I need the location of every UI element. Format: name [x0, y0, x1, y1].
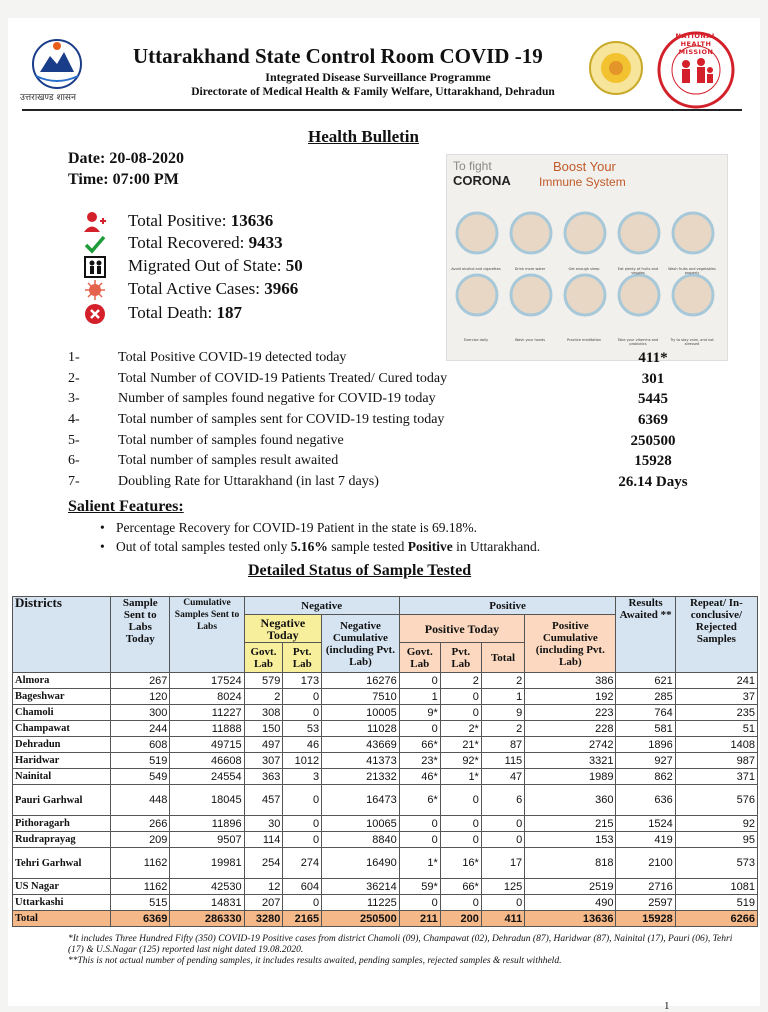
table-cell: 235 — [675, 705, 757, 721]
table-cell: 457 — [244, 785, 283, 816]
total-cell: 286330 — [170, 911, 244, 927]
col-repeat: Repeat/ In-conclusive/ Rejected Samples — [675, 597, 757, 673]
table-cell: 0 — [283, 689, 322, 705]
cross-circle-icon — [83, 303, 107, 325]
table-cell: 300 — [111, 705, 170, 721]
col-sent-today: Sample Sent to Labs Today — [111, 597, 170, 673]
district-cell: Tehri Garhwal — [13, 848, 111, 879]
table-cell: 7510 — [322, 689, 400, 705]
table-cell: 53 — [283, 721, 322, 737]
district-cell: Almora — [13, 673, 111, 689]
poster-line2: CORONA — [453, 173, 511, 188]
table-cell: 1989 — [525, 769, 616, 785]
col-pos-total: Total — [481, 643, 524, 673]
poster-line3: Boost Your — [553, 159, 616, 174]
col-pos-cum: Positive Cumulative (including Pvt. Lab) — [525, 615, 616, 673]
total-recovered: Total Recovered: 9433 — [128, 233, 283, 252]
table-cell: 19981 — [170, 848, 244, 879]
sun-emblem-icon — [588, 40, 644, 96]
directorate-line: Directorate of Medical Health & Family Welfare, Uttarakhand, Dehradun — [191, 86, 555, 98]
table-cell: 0 — [440, 689, 481, 705]
table-cell: 6 — [481, 785, 524, 816]
table-cell: 51 — [675, 721, 757, 737]
nhm-logo-text: NATIONAL HEALTH MISSION — [675, 32, 717, 56]
col-neg-today: Negative Today — [244, 615, 322, 643]
table-cell: 0 — [440, 895, 481, 911]
district-cell: Champawat — [13, 721, 111, 737]
table-row — [13, 737, 758, 753]
table-cell: 24554 — [170, 769, 244, 785]
virus-icon — [83, 279, 107, 301]
table-cell: 23* — [399, 753, 440, 769]
table-cell: 0 — [399, 816, 440, 832]
table-row — [13, 879, 758, 895]
table-cell: 241 — [675, 673, 757, 689]
table-row — [13, 785, 758, 816]
table-cell: 0 — [481, 832, 524, 848]
table-cell: 448 — [111, 785, 170, 816]
bulletin-time: Time: 07:00 PM — [68, 171, 179, 188]
table-cell: 862 — [616, 769, 675, 785]
table-cell: 1 — [481, 689, 524, 705]
table-cell: 9507 — [170, 832, 244, 848]
table-cell: 2597 — [616, 895, 675, 911]
total-cell: 211 — [399, 911, 440, 927]
total-cell: 3280 — [244, 911, 283, 927]
list-item: 5- Total number of samples found negative 250500 — [68, 433, 676, 449]
list-item: 2- Total Number of COVID-19 Patients Treated/ Cured today 301 — [68, 371, 665, 387]
table-cell: 581 — [616, 721, 675, 737]
district-cell: Haridwar — [13, 753, 111, 769]
table-cell: 254 — [244, 848, 283, 879]
table-cell: 2742 — [525, 737, 616, 753]
table-cell: 2 — [481, 673, 524, 689]
table-cell: 207 — [244, 895, 283, 911]
table-cell: 1162 — [111, 848, 170, 879]
bulletin-date: Date: 20-08-2020 — [68, 150, 184, 167]
table-cell: 10005 — [322, 705, 400, 721]
table-cell: 9* — [399, 705, 440, 721]
table-cell: 21332 — [322, 769, 400, 785]
table-cell: 2716 — [616, 879, 675, 895]
page-title: Uttarakhand State Control Room COVID -19 — [133, 44, 543, 68]
table-cell: 244 — [111, 721, 170, 737]
table-cell: 59* — [399, 879, 440, 895]
poster-captions-row1: Avoid alcohol and cigarettes Drink more water Get enough sleep Eat plenty of fruits and veggies Wash fruits and vegetables properly — [451, 267, 716, 275]
table-cell: 49715 — [170, 737, 244, 753]
table-cell: 0 — [481, 816, 524, 832]
total-cell: 411 — [481, 911, 524, 927]
total-cell: 15928 — [616, 911, 675, 927]
table-cell: 11896 — [170, 816, 244, 832]
table-cell: 0 — [440, 785, 481, 816]
table-cell: 114 — [244, 832, 283, 848]
col-neg-govt: Govt. Lab — [244, 643, 283, 673]
total-positive: Total Positive: 13636 — [128, 211, 274, 230]
table-row — [13, 721, 758, 737]
table-cell: 0 — [283, 832, 322, 848]
table-row — [13, 705, 758, 721]
table-title: Detailed Status of Sample Tested — [248, 562, 472, 579]
table-cell: 8840 — [322, 832, 400, 848]
table-cell: 927 — [616, 753, 675, 769]
table-cell: 18045 — [170, 785, 244, 816]
immunity-poster — [446, 154, 728, 361]
salient-bullet-2: • Out of total samples tested only 5.16% sample tested Positive in Uttarakhand. — [116, 539, 540, 555]
table-cell: 1162 — [111, 879, 170, 895]
table-cell: 9 — [481, 705, 524, 721]
col-cumulative: Cumulative Samples Sent to Labs — [170, 597, 244, 673]
table-cell: 2100 — [616, 848, 675, 879]
table-cell: 519 — [111, 753, 170, 769]
table-cell: 285 — [616, 689, 675, 705]
table-cell: 0 — [283, 816, 322, 832]
poster-line4: Immune System — [539, 175, 626, 189]
district-cell: Chamoli — [13, 705, 111, 721]
table-cell: 0 — [440, 816, 481, 832]
table-cell: 1896 — [616, 737, 675, 753]
table-cell: 0 — [283, 705, 322, 721]
header-divider — [22, 109, 742, 111]
list-item: 3- Number of samples found negative for COVID-19 today 5445 — [68, 391, 668, 407]
table-cell: 515 — [111, 895, 170, 911]
table-cell: 1* — [399, 848, 440, 879]
table-cell: 267 — [111, 673, 170, 689]
table-cell: 36214 — [322, 879, 400, 895]
check-icon — [83, 233, 107, 255]
migration-icon — [83, 256, 107, 278]
district-cell: Rudraprayag — [13, 832, 111, 848]
table-cell: 21* — [440, 737, 481, 753]
table-cell: 419 — [616, 832, 675, 848]
footnote-1: *It includes Three Hundred Fifty (350) COVID-19 Positive cases from district Chamoli (09), Champawat (02), Dehradun (87), Haridwar (87), Nainital (17), Pauri (06), Tehri (17) & U.S.Nagar (125) reported last night dated 19.08.2020. — [68, 934, 733, 955]
table-cell: 66* — [399, 737, 440, 753]
table-cell: 266 — [111, 816, 170, 832]
salient-title: Salient Features: — [68, 498, 184, 515]
bulletin-page — [8, 18, 760, 1012]
table-cell: 1 — [399, 689, 440, 705]
table-cell: 209 — [111, 832, 170, 848]
table-cell: 987 — [675, 753, 757, 769]
table-cell: 371 — [675, 769, 757, 785]
table-cell: 818 — [525, 848, 616, 879]
table-cell: 17 — [481, 848, 524, 879]
district-cell: Nainital — [13, 769, 111, 785]
col-neg-cum: Negative Cumulative (including Pvt. Lab) — [322, 615, 400, 673]
table-cell: 173 — [283, 673, 322, 689]
table-cell: 3321 — [525, 753, 616, 769]
table-cell: 549 — [111, 769, 170, 785]
district-cell: US Nagar — [13, 879, 111, 895]
total-label-cell: Total — [13, 911, 111, 927]
col-positive: Positive — [399, 597, 616, 615]
table-cell: 2 — [440, 673, 481, 689]
total-death: Total Death: 187 — [128, 303, 243, 322]
table-cell: 17524 — [170, 673, 244, 689]
table-cell: 3 — [283, 769, 322, 785]
table-cell: 11888 — [170, 721, 244, 737]
table-cell: 41373 — [322, 753, 400, 769]
table-row — [13, 769, 758, 785]
table-row — [13, 832, 758, 848]
table-cell: 16490 — [322, 848, 400, 879]
table-cell: 0 — [283, 785, 322, 816]
total-cell: 6266 — [675, 911, 757, 927]
list-item: 6- Total number of samples result awaited 15928 — [68, 453, 672, 469]
table-cell: 363 — [244, 769, 283, 785]
table-cell: 92 — [675, 816, 757, 832]
table-cell: 6* — [399, 785, 440, 816]
table-cell: 153 — [525, 832, 616, 848]
table-cell: 0 — [440, 705, 481, 721]
table-cell: 87 — [481, 737, 524, 753]
gov-logo-text: उत्तराखण्ड शासन — [20, 93, 77, 103]
footnote-2: **This is not actual number of pending samples, it includes results awaited, pending samples, rejected samples & result withheld. — [68, 956, 562, 966]
table-cell: 223 — [525, 705, 616, 721]
total-cell: 200 — [440, 911, 481, 927]
table-cell: 16* — [440, 848, 481, 879]
table-cell: 1012 — [283, 753, 322, 769]
poster-line1: To fight — [453, 159, 492, 173]
table-cell: 0 — [399, 895, 440, 911]
table-cell: 46608 — [170, 753, 244, 769]
table-cell: 0 — [440, 832, 481, 848]
col-pos-pvt: Pvt. Lab — [440, 643, 481, 673]
col-pos-govt: Govt. Lab — [399, 643, 440, 673]
col-pos-today: Positive Today — [399, 615, 524, 643]
table-cell: 8024 — [170, 689, 244, 705]
table-row — [13, 689, 758, 705]
table-cell: 192 — [525, 689, 616, 705]
total-cell: 250500 — [322, 911, 400, 927]
table-cell: 0 — [283, 895, 322, 911]
table-cell: 308 — [244, 705, 283, 721]
table-cell: 1081 — [675, 879, 757, 895]
salient-bullet-1: • Percentage Recovery for COVID-19 Patient in the state is 69.18%. — [116, 520, 477, 536]
table-row — [13, 895, 758, 911]
total-active: Total Active Cases: 3966 — [128, 279, 299, 298]
list-item: 1- Total Positive COVID-19 detected today 411* — [68, 350, 668, 366]
district-cell: Dehradun — [13, 737, 111, 753]
table-cell: 125 — [481, 879, 524, 895]
poster-captions-row2: Exercise daily Wash your hands Practice meditation Take your vitamins and probiotics Try to stay calm, and not stressed — [463, 338, 714, 346]
table-cell: 2* — [440, 721, 481, 737]
table-cell: 1408 — [675, 737, 757, 753]
table-row — [13, 753, 758, 769]
table-cell: 1* — [440, 769, 481, 785]
col-districts: Districts — [13, 597, 111, 673]
list-item: 7- Doubling Rate for Uttarakhand (in last 7 days) 26.14 Days — [68, 474, 688, 490]
table-cell: 120 — [111, 689, 170, 705]
table-body — [13, 673, 758, 927]
table-cell: 274 — [283, 848, 322, 879]
table-cell: 764 — [616, 705, 675, 721]
table-cell: 519 — [675, 895, 757, 911]
table-cell: 608 — [111, 737, 170, 753]
table-cell: 360 — [525, 785, 616, 816]
table-cell: 92* — [440, 753, 481, 769]
table-cell: 0 — [481, 895, 524, 911]
table-cell: 66* — [440, 879, 481, 895]
district-cell: Pithoragarh — [13, 816, 111, 832]
table-cell: 621 — [616, 673, 675, 689]
table-cell: 46 — [283, 737, 322, 753]
table-cell: 95 — [675, 832, 757, 848]
person-add-icon — [83, 211, 107, 233]
total-cell: 2165 — [283, 911, 322, 927]
table-row — [13, 673, 758, 689]
table-cell: 0 — [399, 832, 440, 848]
list-item: 4- Total number of samples sent for COVID-19 testing today 6369 — [68, 412, 668, 428]
table-cell: 150 — [244, 721, 283, 737]
table-cell: 573 — [675, 848, 757, 879]
table-cell: 16276 — [322, 673, 400, 689]
table-cell: 42530 — [170, 879, 244, 895]
table-cell: 46* — [399, 769, 440, 785]
nhm-logo — [656, 30, 736, 110]
total-row — [13, 911, 758, 927]
table-cell: 0 — [399, 673, 440, 689]
table-cell: 30 — [244, 816, 283, 832]
table-cell: 37 — [675, 689, 757, 705]
table-cell: 579 — [244, 673, 283, 689]
programme-subtitle: Integrated Disease Surveillance Programme — [265, 70, 491, 84]
table-cell: 11227 — [170, 705, 244, 721]
district-cell: Bageshwar — [13, 689, 111, 705]
total-cell: 13636 — [525, 911, 616, 927]
table-cell: 576 — [675, 785, 757, 816]
table-cell: 215 — [525, 816, 616, 832]
table-cell: 636 — [616, 785, 675, 816]
col-negative: Negative — [244, 597, 399, 615]
page-number: 1 — [664, 1000, 670, 1012]
table-cell: 0 — [399, 721, 440, 737]
district-cell: Pauri Garhwal — [13, 785, 111, 816]
col-awaited: Results Awaited ** — [616, 597, 675, 673]
table-cell: 490 — [525, 895, 616, 911]
bulletin-title: Health Bulletin — [308, 127, 419, 146]
col-neg-pvt: Pvt. Lab — [283, 643, 322, 673]
table-cell: 11028 — [322, 721, 400, 737]
total-cell: 6369 — [111, 911, 170, 927]
table-cell: 228 — [525, 721, 616, 737]
district-cell: Uttarkashi — [13, 895, 111, 911]
table-cell: 16473 — [322, 785, 400, 816]
table-cell: 604 — [283, 879, 322, 895]
table-cell: 14831 — [170, 895, 244, 911]
table-cell: 47 — [481, 769, 524, 785]
table-cell: 2 — [244, 689, 283, 705]
table-cell: 10065 — [322, 816, 400, 832]
table-cell: 12 — [244, 879, 283, 895]
table-cell: 43669 — [322, 737, 400, 753]
table-row — [13, 848, 758, 879]
table-cell: 11225 — [322, 895, 400, 911]
table-cell: 497 — [244, 737, 283, 753]
table-cell: 386 — [525, 673, 616, 689]
table-cell: 1524 — [616, 816, 675, 832]
table-cell: 307 — [244, 753, 283, 769]
migrated-out: Migrated Out of State: 50 — [128, 256, 303, 275]
table-cell: 2519 — [525, 879, 616, 895]
sample-status-table — [12, 596, 758, 927]
table-cell: 115 — [481, 753, 524, 769]
table-row — [13, 816, 758, 832]
table-cell: 2 — [481, 721, 524, 737]
